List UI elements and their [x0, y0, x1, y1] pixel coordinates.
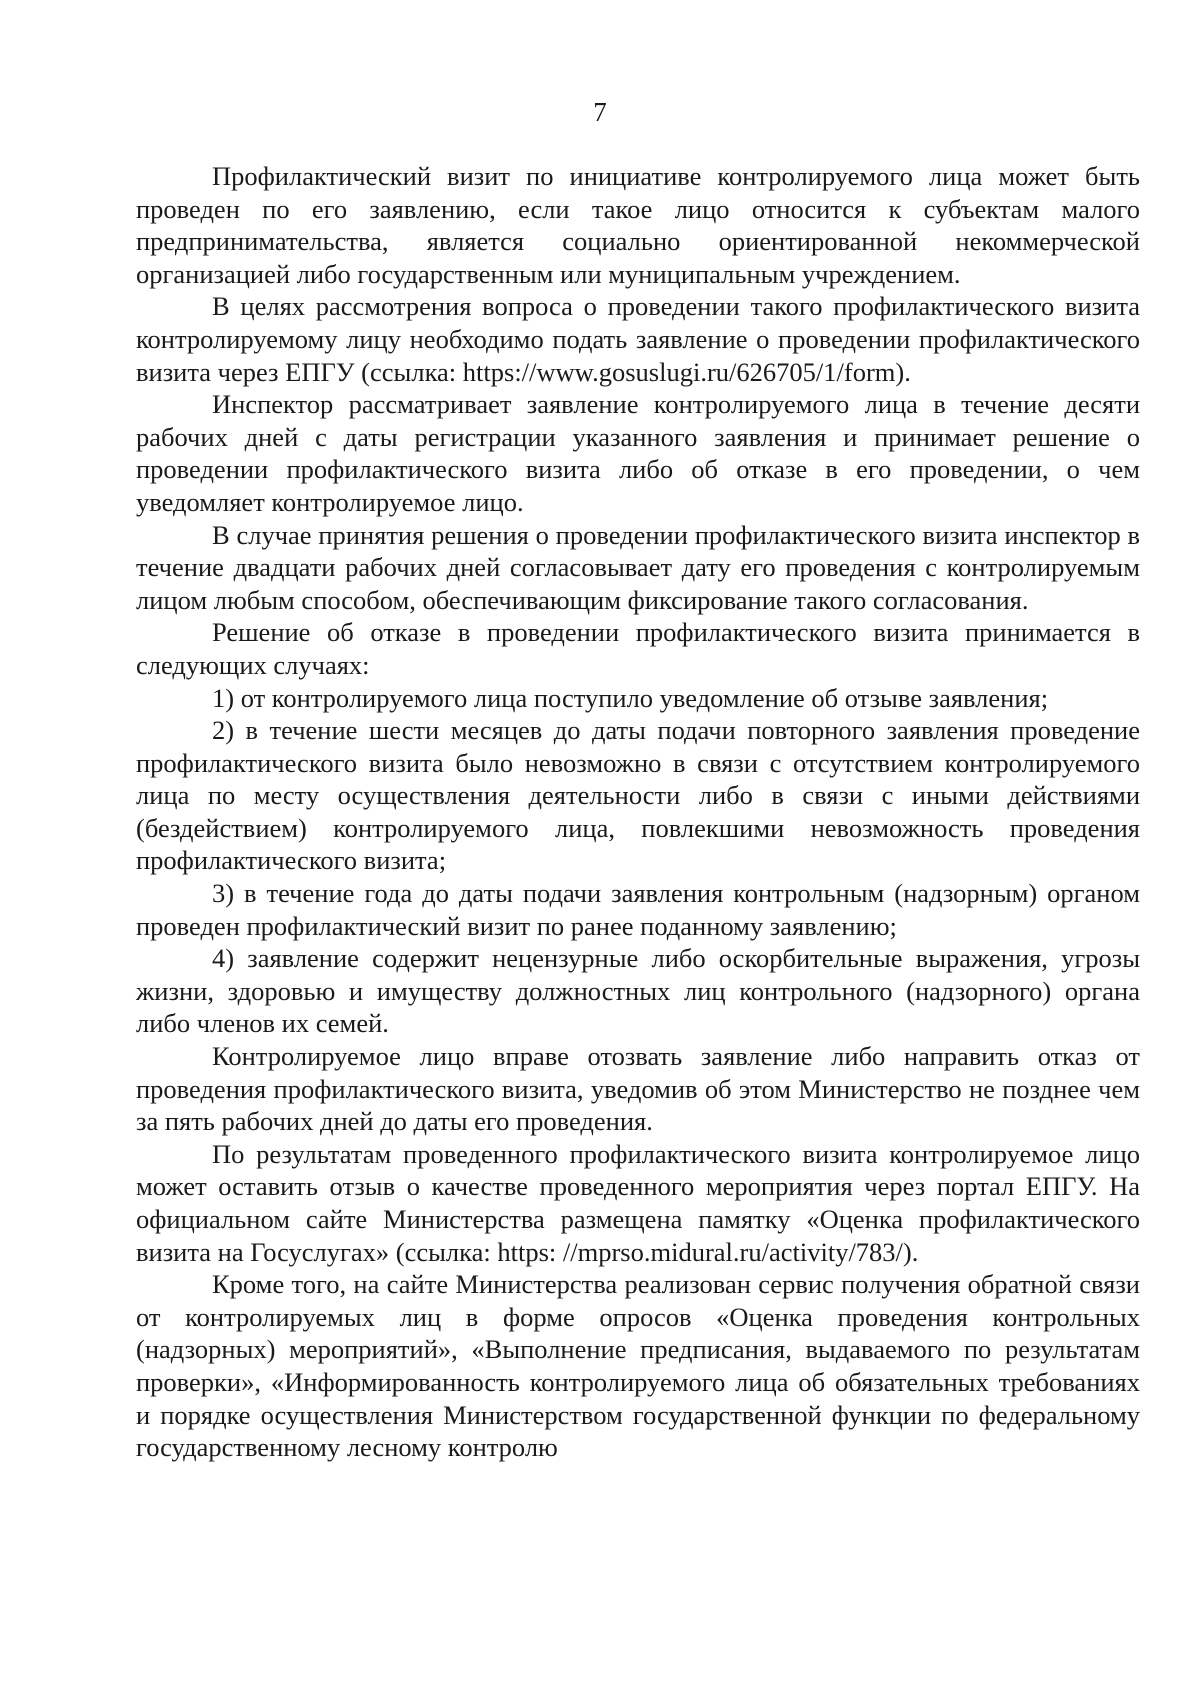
paragraph-3: Инспектор рассматривает заявление контролируемого лица в течение десяти рабочих дней с даты регистрации указанного заявления и принимает решение о проведении профилактического визита либо об отказе в его проведении, о чем уведомляет контролируемое лицо. [136, 389, 1140, 517]
list-item-4: 4) заявление содержит нецензурные либо оскорбительные выражения, угрозы жизни, здоровью и имуществу должностных лиц контрольного (надзорного) органа либо членов их семей. [136, 943, 1140, 1039]
paragraph-8: Кроме того, на сайте Министерства реализован сервис получения обратной связи от контролируемых лиц в форме опросов «Оценка проведения контрольных (надзорных) мероприятий», «Выполнение предписания, выдаваемого по результатам проверки», «Информированность контролируемого лица об обязательных требованиях и порядке осуществления Министерством государственной функции по федеральному государственному лесному контролю [136, 1269, 1140, 1463]
list-item-3: 3) в течение года до даты подачи заявления контрольным (надзорным) органом проведен профилактический визит по ранее поданному заявлению; [136, 878, 1140, 941]
paragraph-7: По результатам проведенного профилактического визита контролируемое лицо может оставить отзыв о качестве проведенного мероприятия через портал ЕПГУ. На официальном сайте Министерства размещена памятку «Оценка профилактического визита на Госуслугах» (ссылка: https: //mprso.midural.ru/activity/783/). [136, 1138, 1140, 1267]
list-item-1: 1) от контролируемого лица поступило уведомление об отзыве заявления; [212, 682, 1049, 713]
page-number: 7 [593, 97, 607, 127]
paragraph-1: Профилактический визит по инициативе контролируемого лица может быть проведен по его заявлению, если такое лицо относится к субъектам малого предпринимательства, является социально ориентированной некоммерческой организацией либо государственным или муниципальным учреждением. [136, 161, 1140, 289]
paragraph-5: Решение об отказе в проведении профилактического визита принимается в следующих случаях: [136, 617, 1140, 680]
paragraph-2: В целях рассмотрения вопроса о проведении такого профилактического визита контролируемому лицу необходимо подать заявление о проведении профилактического визита через ЕПГУ (ссылка: https://www.gosuslugi.ru/626705/1/form). [136, 291, 1140, 387]
paragraph-4: В случае принятия решения о проведении профилактического визита инспектор в течение двадцати рабочих дней согласовывает дату его проведения с контролируемым лицом любым способом, обеспечивающим фиксирование такого согласования. [136, 519, 1140, 615]
list-item-2: 2) в течение шести месяцев до даты подачи повторного заявления проведение профилактического визита было невозможно в связи с отсутствием контролируемого лица по месту осуществления деятельности либо в связи с иными действиями (бездействием) контролируемого лица, повлекшими невозможность проведения профилактического визита; [136, 715, 1140, 876]
paragraph-6: Контролируемое лицо вправе отозвать заявление либо направить отказ от проведения профилактического визита, уведомив об этом Министерство не позднее чем за пять рабочих дней до даты его проведения. [136, 1041, 1140, 1137]
document-body [136, 160, 1140, 1464]
